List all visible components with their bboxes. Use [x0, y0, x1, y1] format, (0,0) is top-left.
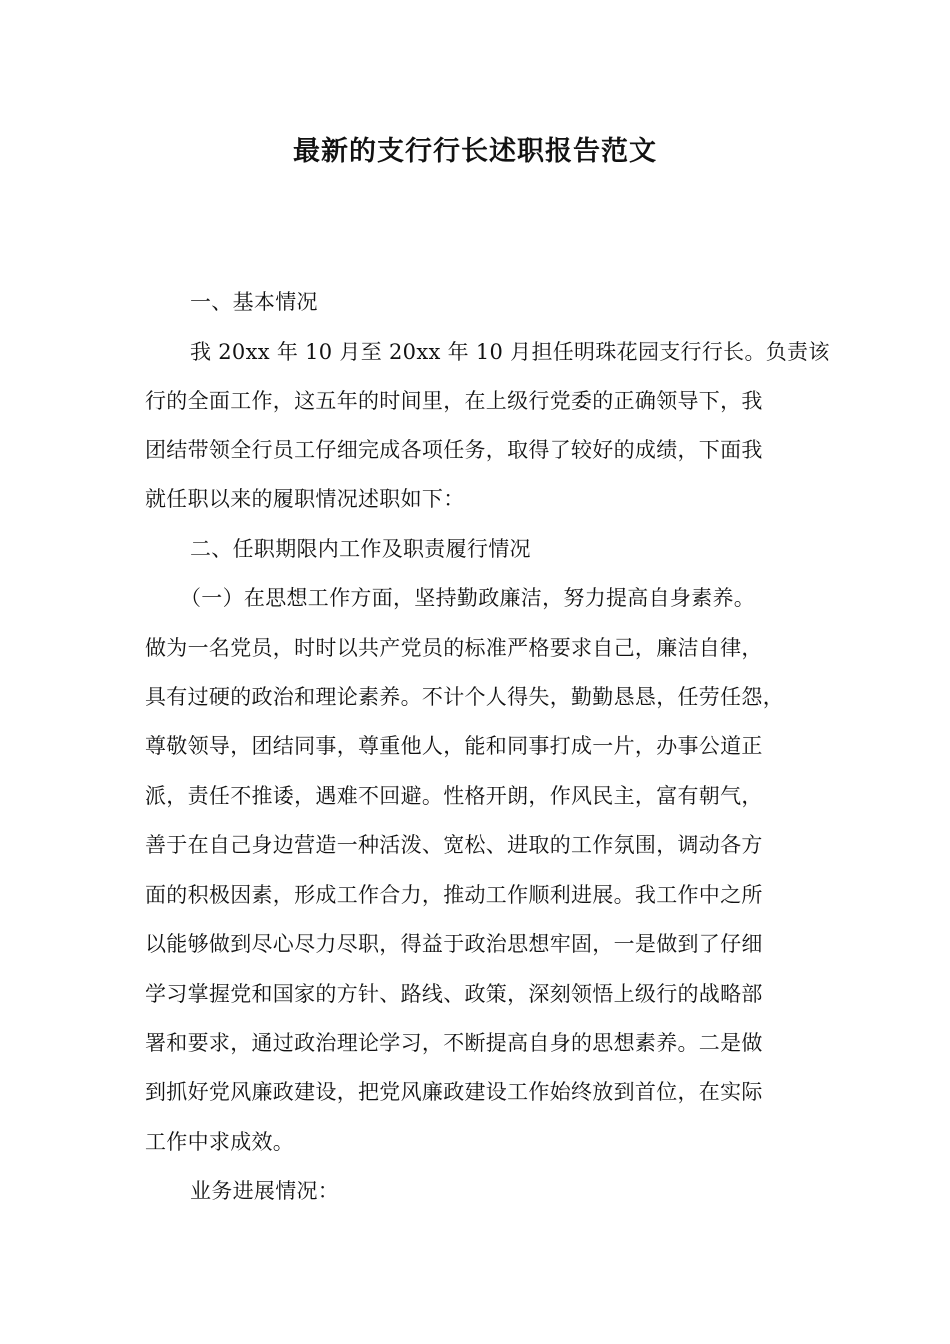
paragraph-line: 派，责任不推诿，遇难不回避。性格开朗，作风民主，富有朝气，	[145, 784, 763, 808]
paragraph-line: 具有过硬的政治和理论素养。不计个人得失，勤勤恳恳，任劳任怨，	[145, 685, 784, 709]
section-heading-business: 业务进展情况：	[190, 1179, 340, 1203]
section-heading-basic: 一、基本情况	[190, 290, 318, 314]
paragraph-line: 学习掌握党和国家的方针、路线、政策，深刻领悟上级行的战略部	[145, 982, 763, 1006]
paragraph-line: 做为一名党员，时时以共产党员的标准严格要求自己，廉洁自律，	[145, 636, 763, 660]
section-heading-duties: 二、任职期限内工作及职责履行情况	[190, 537, 531, 561]
document-title: 最新的支行行长述职报告范文	[293, 136, 657, 167]
paragraph-line: 尊敬领导，团结同事，尊重他人，能和同事打成一片，办事公道正	[145, 734, 763, 758]
paragraph-line: 工作中求成效。	[145, 1130, 295, 1154]
paragraph-line: 行的全面工作，这五年的时间里，在上级行党委的正确领导下，我	[145, 389, 763, 413]
paragraph-line: 团结带领全行员工仔细完成各项任务，取得了较好的成绩，下面我	[145, 438, 763, 462]
paragraph-line: 就任职以来的履职情况述职如下：	[145, 487, 465, 511]
paragraph-line: 善于在自己身边营造一种活泼、宽松、进取的工作氛围，调动各方	[145, 833, 763, 857]
paragraph-line: 到抓好党风廉政建设，把党风廉政建设工作始终放到首位，在实际	[145, 1080, 763, 1104]
paragraph-line: （一）在思想工作方面，坚持勤政廉洁，努力提高自身素养。	[180, 586, 756, 610]
paragraph-line: 面的积极因素，形成工作合力，推动工作顺利进展。我工作中之所	[145, 883, 763, 907]
paragraph-line: 我 20xx 年 10 月至 20xx 年 10 月担任明珠花园支行行长。负责该	[190, 340, 830, 364]
paragraph-line: 署和要求，通过政治理论学习，不断提高自身的思想素养。二是做	[145, 1031, 763, 1055]
paragraph-line: 以能够做到尽心尽力尽职，得益于政治思想牢固，一是做到了仔细	[145, 932, 763, 956]
